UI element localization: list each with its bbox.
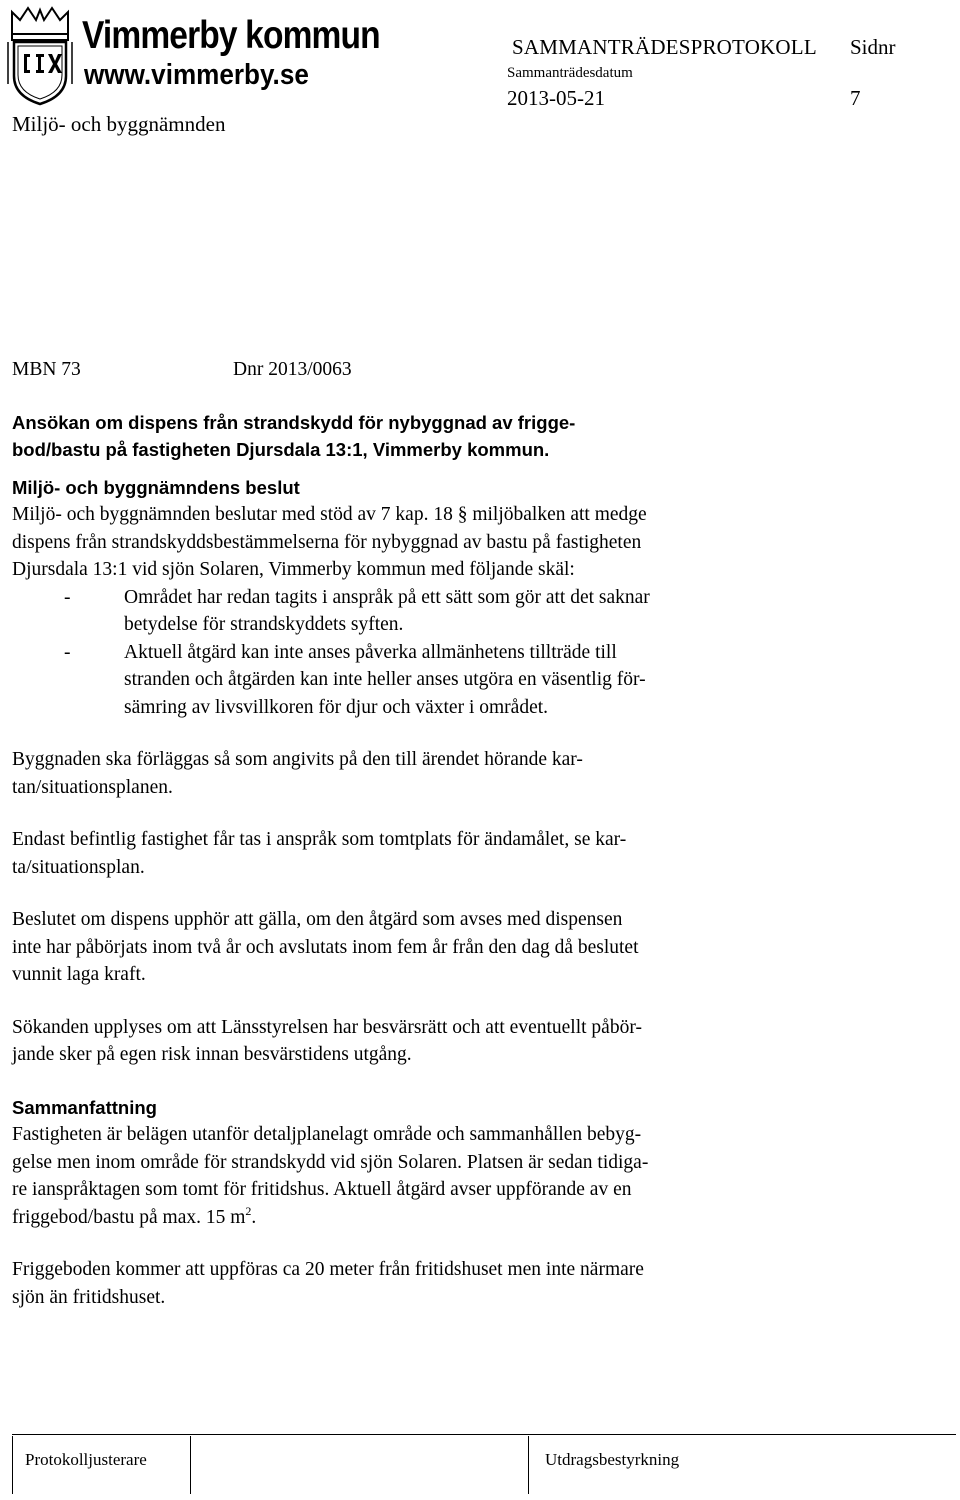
page-number-label: Sidnr: [850, 35, 896, 59]
reason-list: [12, 584, 942, 722]
footer-divider: [12, 1436, 13, 1494]
text-line: betydelse för strandskyddets syften.: [124, 614, 404, 635]
text-line: Endast befintlig fastighet får tas i anspråk som tomtplats för ändamålet, se kar-: [12, 829, 627, 850]
text-line: Beslutet om dispens upphör att gälla, om den åtgärd som avses med dispensen: [12, 909, 623, 930]
text-line: Sökanden upplyses om att Länsstyrelsen har besvärsrätt och att eventuellt påbör-: [12, 1016, 642, 1038]
summary-heading: Sammanfattning: [12, 1096, 157, 1118]
paragraph: [12, 1014, 942, 1069]
text-fragment: .: [251, 1206, 257, 1228]
diary-number: Dnr 2013/0063: [233, 359, 352, 380]
text-fragment: friggebod/bastu på max. 15 m: [12, 1206, 246, 1228]
text-line: Området har redan tagits i anspråk på ett sätt som gör att det saknar: [124, 586, 650, 608]
text-line: inte har påbörjats inom två år och avslutats inom fem år från den dag då beslutet: [12, 936, 639, 958]
paragraph: [12, 906, 942, 989]
decision-text: [12, 501, 942, 584]
case-reference: [12, 356, 942, 384]
paragraph: [12, 826, 942, 881]
page-number: 7: [850, 86, 861, 110]
protocol-adjuster-label: Protokolljusterare: [25, 1450, 147, 1469]
footer-rule: [12, 1434, 956, 1435]
text-line: gelse men inom område för strandskydd vid sjön Solaren. Platsen är sedan tidiga-: [12, 1151, 649, 1173]
department-name: Miljö- och byggnämnden: [12, 112, 226, 136]
text-line: jande sker på egen risk innan besvärstidens utgång.: [12, 1044, 412, 1065]
case-number: MBN 73: [12, 359, 81, 380]
text-line: Friggeboden kommer att uppföras ca 20 meter från fritidshuset men inte närmare: [12, 1259, 644, 1280]
summary-text: [12, 1121, 942, 1231]
superscript-exponent: 2: [245, 1203, 252, 1218]
text-line: dispens från strandskyddsbestämmelserna för nybyggnad av bastu på fastigheten: [12, 531, 642, 553]
text-line: sjön än fritidshuset.: [12, 1286, 166, 1308]
reason-item: [12, 639, 942, 722]
case-title-line: Ansökan om dispens från strandskydd för nybyggnad av frigge-: [12, 411, 576, 433]
protocol-title: SAMMANTRÄDESPROTOKOLL: [512, 35, 817, 59]
text-line: ta/situationsplan.: [12, 856, 145, 878]
paragraph: [12, 746, 942, 801]
text-line: vunnit laga kraft.: [12, 964, 146, 985]
text-line: tan/situationsplanen.: [12, 776, 173, 798]
case-title-line: bod/bastu på fastigheten Djursdala 13:1, Vimmerby kommun.: [12, 439, 550, 460]
list-dash: -: [64, 586, 71, 608]
list-dash: -: [64, 641, 71, 663]
meeting-date-label: Sammanträdesdatum: [507, 65, 633, 81]
municipality-logo-name: Vimmerby kommun: [82, 14, 380, 57]
protocol-content: [12, 356, 942, 1311]
text-line: stranden och åtgärden kan inte heller anses utgöra en väsentlig för-: [124, 669, 646, 690]
text-line: sämring av livsvillkoren för djur och växter i området.: [124, 696, 549, 718]
footer-divider: [528, 1436, 529, 1494]
text-line: [12, 1204, 942, 1232]
text-line: Djursdala 13:1 vid sjön Solaren, Vimmerby kommun med följande skäl:: [12, 559, 575, 580]
municipality-website: www.vimmerby.se: [84, 59, 309, 91]
decision-heading: Miljö- och byggnämndens beslut: [12, 476, 300, 498]
municipality-crest-logo: [6, 4, 74, 108]
footer-divider: [190, 1436, 191, 1494]
text-line: Fastigheten är belägen utanför detaljplanelagt område och sammanhållen bebyg-: [12, 1124, 642, 1145]
certification-label: Utdragsbestyrkning: [545, 1450, 680, 1469]
text-line: Aktuell åtgärd kan inte anses påverka allmänhetens tillträde till: [124, 641, 617, 663]
text-line: re ianspråktagen som tomt för fritidshus. Aktuell åtgärd avser uppförande av en: [12, 1179, 632, 1200]
meeting-date: 2013-05-21: [507, 86, 605, 110]
reason-item: [12, 584, 942, 639]
case-title: [12, 409, 942, 464]
text-line: Byggnaden ska förläggas så som angivits på den till ärendet hörande kar-: [12, 749, 583, 770]
paragraph: [12, 1256, 942, 1311]
text-line: Miljö- och byggnämnden beslutar med stöd av 7 kap. 18 § miljöbalken att medge: [12, 504, 647, 525]
